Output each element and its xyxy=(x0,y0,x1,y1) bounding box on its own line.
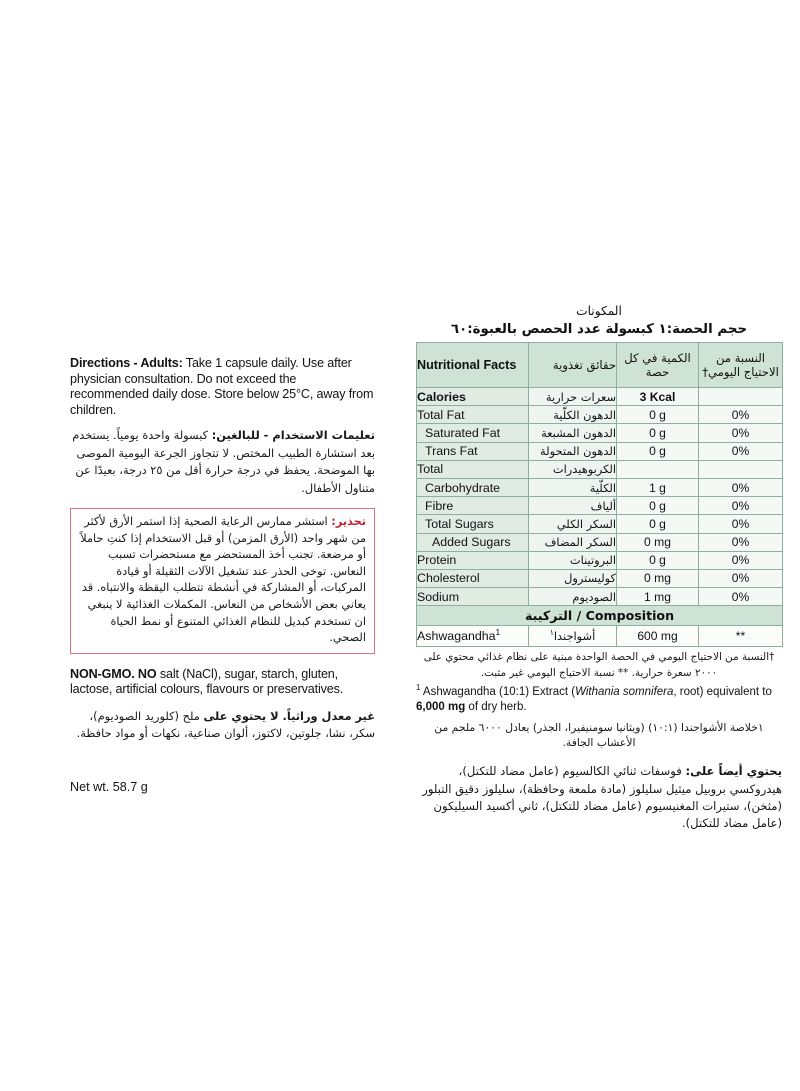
nutrient-name-en: Total Fat xyxy=(417,406,529,424)
footnote-en-part2: , root) equivalent to xyxy=(673,686,772,699)
table-row xyxy=(417,551,783,569)
footnote-daily-value-arabic: †النسبة من الاحتياج اليومي في الحصة الواحدة مبنية على نظام غذائي محتوي على ٢٠٠٠ سعرة حرارية. ** نسبة الاحتياج اليومي غير مثبت. xyxy=(423,651,775,679)
nutrient-amount: 1 mg xyxy=(617,588,699,606)
nutrient-name-ar: الدهون المتحولة xyxy=(529,442,617,460)
table-row xyxy=(417,478,783,496)
nutrient-name-en: Total xyxy=(417,460,529,478)
nutrient-amount: 0 g xyxy=(617,515,699,533)
table-header-row xyxy=(417,343,783,388)
directions-arabic-label: تعليمات الاستخدام - للبالغين: xyxy=(211,428,375,443)
header-amount-per-serving-ar: الكمية في كل حصة xyxy=(624,351,691,379)
warning-arabic xyxy=(79,514,366,647)
nutrient-name-ar: الكلّية xyxy=(529,478,617,496)
nutrient-daily-value: 0% xyxy=(699,442,783,460)
free-from-english-text: salt (NaCl), sugar, starch, gluten, lactose, artificial colours, flavours or preservatives. xyxy=(70,666,344,697)
nutrient-daily-value: 0% xyxy=(699,569,783,587)
nutrient-amount: 0 g xyxy=(617,551,699,569)
nutrient-amount: 0 g xyxy=(617,424,699,442)
free-from-english-label: NON-GMO. NO xyxy=(70,666,157,681)
nutrient-name-en: Cholesterol xyxy=(417,569,529,587)
table-row xyxy=(417,515,783,533)
composition-name-en xyxy=(417,626,529,647)
table-row xyxy=(417,569,783,587)
table-row xyxy=(417,588,783,606)
table-row xyxy=(417,424,783,442)
nutrient-name-ar: السكر الكلي xyxy=(529,515,617,533)
directions-arabic-text: كبسولة واحدة يومياً. يستخدم بعد استشارة الطبيب المختص. لا تتجاوز الجرعة اليومية الموصى بها الموضحة. يحفظ في درجة حرارة أقل من ٢٥ درجة، بعيدًا عن متناول الأطفال. xyxy=(72,428,375,495)
nutrient-daily-value xyxy=(699,388,783,406)
directions-english-text: Take 1 capsule daily. Use after physician consultation. Do not exceed the recommended daily dose. Store below 25°C, away from children. xyxy=(70,356,374,417)
directions-arabic xyxy=(70,427,375,497)
directions-english-label: Directions - Adults: xyxy=(70,356,183,370)
nutrient-name-en: Calories xyxy=(417,388,529,406)
nutrient-name-ar: البروتينات xyxy=(529,551,617,569)
nutrient-daily-value: 0% xyxy=(699,424,783,442)
composition-ar-footnote-marker: ١ xyxy=(549,628,554,638)
composition-en-footnote-marker: 1 xyxy=(495,627,501,638)
header-nutritional-facts-ar: حقائق تغذوية xyxy=(552,358,616,372)
warning-box xyxy=(70,508,375,654)
nutrient-name-ar: الصوديوم xyxy=(529,588,617,606)
table-row xyxy=(417,406,783,424)
header-daily-value-ar: النسبة من الاحتياج اليومي† xyxy=(702,351,779,379)
nutrient-name-en: Trans Fat xyxy=(417,442,529,460)
warning-text: استشر ممارس الرعاية الصحية إذا استمر الأرق لأكثر من شهر واحد (الأرق المزمن) أو قبل الاستخدام إذا كنتِ حاملاً أو مرضعة. تجنب أخذ المستحضر مع مستحضرات تسبب النعاس. توخى الحذر عند تشغيل الآلات الثقيلة أو قيادة المركبات، أو المشاركة في أنشطة تتطلب اليقظة والانتباه. قد يعاني بعض الأشخاص من النعاس. المكملات الغذائية لا ينبغي ان تستخدم كبديل للنظام الغذائي المتنوع أو نمط الحياة الصحي. xyxy=(80,515,366,645)
table-row xyxy=(417,460,783,478)
nutrient-name-en: Added Sugars xyxy=(417,533,529,551)
composition-name-ar-text: أشواجندا xyxy=(553,629,596,644)
nutrient-name-ar: سعرات حرارية xyxy=(529,388,617,406)
composition-name-ar xyxy=(529,626,617,647)
left-info-column xyxy=(70,356,375,795)
nutrient-amount: 0 mg xyxy=(617,533,699,551)
nutrient-amount: 1 g xyxy=(617,478,699,496)
nutrient-daily-value: 0% xyxy=(699,497,783,515)
nutrient-daily-value: 0% xyxy=(699,533,783,551)
composition-row xyxy=(417,626,783,647)
footnote-extract-arabic: ١خلاصة الأشواجندا (١٠:١) (ويثانيا سومنيفيرا، الجذر) يعادل ٦٠٠٠ ملجم من الأعشاب الجافة. xyxy=(434,720,764,750)
nutrient-daily-value: 0% xyxy=(699,551,783,569)
panel-title: المكونات xyxy=(576,304,622,318)
nutrient-amount: 0 g xyxy=(617,442,699,460)
nutrient-name-en: Sodium xyxy=(417,588,529,606)
footnote-marker-1: 1 xyxy=(416,683,421,693)
nutrition-facts-table xyxy=(416,342,783,647)
nutrient-daily-value: 0% xyxy=(699,588,783,606)
header-nutritional-facts: Nutritional Facts xyxy=(417,357,517,372)
nutrient-daily-value: 0% xyxy=(699,406,783,424)
other-ingredients-text: فوسفات ثنائي الكالسيوم (عامل مضاد للتكتل)، هيدروكسي بروبيل ميثيل سليلوز (مادة ملمعة وحافظة)، سليلوز دقيق التبلور (مثخن)، ستيرات المغنيسيوم (عامل مضاد للتكتل)، ثاني أكسيد السيليكون (عامل مضاد للتكتل). xyxy=(422,764,782,831)
nutrient-daily-value: 0% xyxy=(699,478,783,496)
nutrient-name-ar: الدهون المشبعة xyxy=(529,424,617,442)
nutrient-amount xyxy=(617,460,699,478)
free-from-arabic-text: ملح (كلوريد الصوديوم)، سكر، نشا، جلوتين، لاكتوز، ألوان صناعية، نكهات أو مواد حافظة. xyxy=(76,708,375,741)
footnote-en-part1: Ashwagandha (10:1) Extract ( xyxy=(420,686,576,699)
table-row xyxy=(417,533,783,551)
free-from-arabic xyxy=(70,708,375,743)
nutrient-daily-value xyxy=(699,460,783,478)
nutrient-name-ar: ألياف xyxy=(529,497,617,515)
composition-name-en-text: Ashwagandha xyxy=(417,629,496,644)
table-row xyxy=(417,442,783,460)
footnote-en-dry-herb-amount: 6,000 mg xyxy=(416,701,466,714)
nutrient-name-en: Saturated Fat xyxy=(417,424,529,442)
composition-section-label: التركيبة / Composition xyxy=(417,606,783,626)
warning-label: تحذير: xyxy=(331,515,366,528)
footnote-en-botanical-name: Withania somnifera xyxy=(575,686,674,699)
free-from-english xyxy=(70,667,375,698)
composition-amount: 600 mg xyxy=(617,626,699,647)
nutrient-daily-value: 0% xyxy=(699,515,783,533)
serving-size-line: حجم الحصة:١ كبسولة عدد الحصص بالعبوة:٦٠ xyxy=(450,322,748,337)
net-weight: Net wt. 58.7 g xyxy=(70,779,148,794)
nutrient-name-en: Fibre xyxy=(417,497,529,515)
footnote-extract-english xyxy=(416,685,782,714)
other-ingredients-arabic xyxy=(416,763,782,833)
table-row xyxy=(417,388,783,406)
nutrient-name-ar: الدهون الكلّية xyxy=(529,406,617,424)
composition-daily-value: ** xyxy=(699,626,783,647)
table-row xyxy=(417,497,783,515)
nutrient-name-ar: السكر المضاف xyxy=(529,533,617,551)
nutrient-name-en: Protein xyxy=(417,551,529,569)
nutrient-amount: 0 g xyxy=(617,406,699,424)
nutrient-name-ar: كوليسترول xyxy=(529,569,617,587)
directions-english xyxy=(70,356,375,418)
nutrient-name-en: Carbohydrate xyxy=(417,478,529,496)
nutrient-name-en: Total Sugars xyxy=(417,515,529,533)
footnote-en-part3: of dry herb. xyxy=(465,701,527,714)
composition-section-header xyxy=(417,606,783,626)
supplement-facts-panel xyxy=(416,303,782,833)
free-from-arabic-label: غير معدل وراثياً. لا يحتوي على xyxy=(203,708,375,723)
nutrient-amount: 0 mg xyxy=(617,569,699,587)
nutrient-name-ar: الكربوهيدرات xyxy=(529,460,617,478)
nutrient-amount: 0 g xyxy=(617,497,699,515)
nutrient-amount: 3 Kcal xyxy=(617,388,699,406)
other-ingredients-label: يحتوي أيضاً على: xyxy=(685,764,782,779)
